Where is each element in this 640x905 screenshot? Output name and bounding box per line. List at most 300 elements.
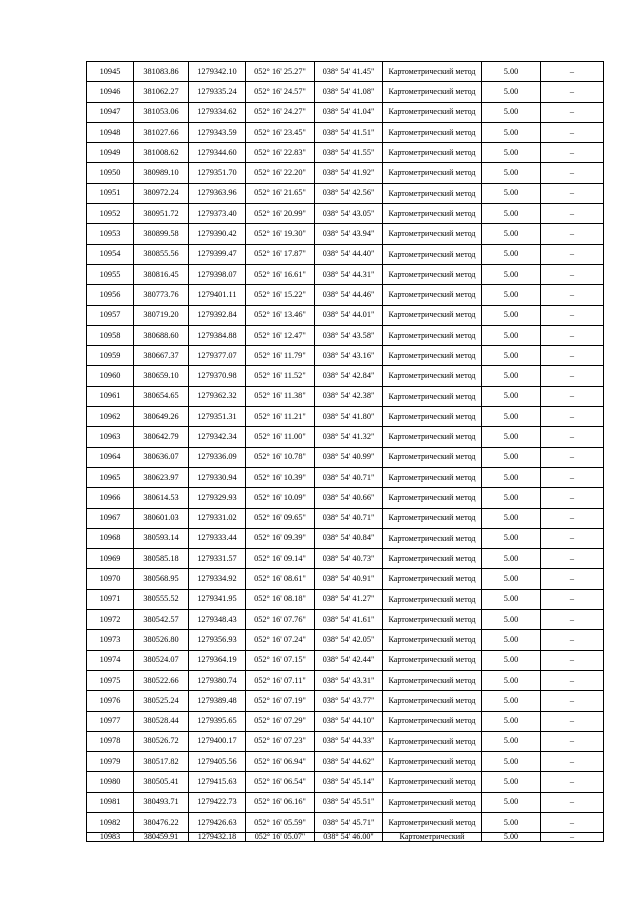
note-cell: – <box>541 224 604 244</box>
precision-cell: 5.00 <box>482 569 541 589</box>
note-cell: – <box>541 812 604 832</box>
latitude-cell: 052° 16' 07.19" <box>246 691 315 711</box>
point-number-cell: 10945 <box>87 62 134 82</box>
x-coordinate-cell: 380654.65 <box>134 386 189 406</box>
precision-cell: 5.00 <box>482 630 541 650</box>
longitude-cell: 038° 54' 44.40" <box>315 244 383 264</box>
table-row <box>87 731 604 751</box>
note-cell: – <box>541 407 604 427</box>
precision-cell: 5.00 <box>482 305 541 325</box>
precision-cell: 5.00 <box>482 366 541 386</box>
note-cell: – <box>541 264 604 284</box>
longitude-cell: 038° 54' 43.58" <box>315 325 383 345</box>
longitude-cell: 038° 54' 41.08" <box>315 82 383 102</box>
latitude-cell: 052° 16' 11.00" <box>246 427 315 447</box>
table-row <box>87 122 604 142</box>
longitude-cell: 038° 54' 43.31" <box>315 670 383 690</box>
note-cell: – <box>541 82 604 102</box>
note-cell: – <box>541 467 604 487</box>
method-cell: Картометрический метод <box>383 711 482 731</box>
point-number-cell: 10978 <box>87 731 134 751</box>
table-row <box>87 183 604 203</box>
note-cell: – <box>541 711 604 731</box>
longitude-cell: 038° 54' 40.73" <box>315 549 383 569</box>
method-cell: Картометрический метод <box>383 82 482 102</box>
table-row <box>87 447 604 467</box>
y-coordinate-cell: 1279401.11 <box>189 285 246 305</box>
table-row <box>87 467 604 487</box>
x-coordinate-cell: 380636.07 <box>134 447 189 467</box>
method-cell: Картометрический метод <box>383 731 482 751</box>
method-cell: Картометрический метод <box>383 630 482 650</box>
latitude-cell: 052° 16' 10.78" <box>246 447 315 467</box>
method-cell: Картометрический метод <box>383 407 482 427</box>
method-cell: Картометрический метод <box>383 610 482 630</box>
y-coordinate-cell: 1279356.93 <box>189 630 246 650</box>
x-coordinate-cell: 380688.60 <box>134 325 189 345</box>
y-coordinate-cell: 1279333.44 <box>189 528 246 548</box>
latitude-cell: 052° 16' 08.18" <box>246 589 315 609</box>
point-number-cell: 10968 <box>87 528 134 548</box>
y-coordinate-cell: 1279331.57 <box>189 549 246 569</box>
table-row <box>87 386 604 406</box>
method-cell: Картометрический метод <box>383 650 482 670</box>
table-row <box>87 691 604 711</box>
latitude-cell: 052° 16' 07.24" <box>246 630 315 650</box>
y-coordinate-cell: 1279389.48 <box>189 691 246 711</box>
y-coordinate-cell: 1279351.31 <box>189 407 246 427</box>
y-coordinate-cell: 1279399.47 <box>189 244 246 264</box>
y-coordinate-cell: 1279426.63 <box>189 812 246 832</box>
point-number-cell: 10948 <box>87 122 134 142</box>
latitude-cell: 052° 16' 09.39" <box>246 528 315 548</box>
point-number-cell: 10960 <box>87 366 134 386</box>
precision-cell: 5.00 <box>482 122 541 142</box>
x-coordinate-cell: 380659.10 <box>134 366 189 386</box>
precision-cell: 5.00 <box>482 244 541 264</box>
y-coordinate-cell: 1279422.73 <box>189 792 246 812</box>
x-coordinate-cell: 380542.57 <box>134 610 189 630</box>
precision-cell: 5.00 <box>482 812 541 832</box>
longitude-cell: 038° 54' 43.94" <box>315 224 383 244</box>
latitude-cell: 052° 16' 23.45" <box>246 122 315 142</box>
note-cell: – <box>541 427 604 447</box>
latitude-cell: 052° 16' 11.52" <box>246 366 315 386</box>
table-row <box>87 224 604 244</box>
precision-cell: 5.00 <box>482 528 541 548</box>
longitude-cell: 038° 54' 41.61" <box>315 610 383 630</box>
note-cell: – <box>541 244 604 264</box>
y-coordinate-cell: 1279334.62 <box>189 102 246 122</box>
x-coordinate-cell: 380493.71 <box>134 792 189 812</box>
method-cell: Картометрический метод <box>383 122 482 142</box>
x-coordinate-cell: 380522.66 <box>134 670 189 690</box>
note-cell: – <box>541 386 604 406</box>
table-row <box>87 650 604 670</box>
longitude-cell: 038° 54' 42.38" <box>315 386 383 406</box>
note-cell: – <box>541 305 604 325</box>
method-cell: Картометрический метод <box>383 305 482 325</box>
longitude-cell: 038° 54' 44.46" <box>315 285 383 305</box>
method-cell: Картометрический метод <box>383 812 482 832</box>
y-coordinate-cell: 1279334.92 <box>189 569 246 589</box>
point-number-cell: 10972 <box>87 610 134 630</box>
latitude-cell: 052° 16' 07.11" <box>246 670 315 690</box>
y-coordinate-cell: 1279343.59 <box>189 122 246 142</box>
table-row <box>87 102 604 122</box>
latitude-cell: 052° 16' 07.29" <box>246 711 315 731</box>
precision-cell: 5.00 <box>482 183 541 203</box>
latitude-cell: 052° 16' 20.99" <box>246 204 315 224</box>
latitude-cell: 052° 16' 11.38" <box>246 386 315 406</box>
method-cell: Картометрический метод <box>383 772 482 792</box>
table-row <box>87 833 604 842</box>
method-cell: Картометрический метод <box>383 183 482 203</box>
method-cell: Картометрический метод <box>383 528 482 548</box>
longitude-cell: 038° 54' 41.27" <box>315 589 383 609</box>
latitude-cell: 052° 16' 11.21" <box>246 407 315 427</box>
point-number-cell: 10955 <box>87 264 134 284</box>
point-number-cell: 10954 <box>87 244 134 264</box>
latitude-cell: 052° 16' 10.39" <box>246 467 315 487</box>
y-coordinate-cell: 1279380.74 <box>189 670 246 690</box>
y-coordinate-cell: 1279373.40 <box>189 204 246 224</box>
x-coordinate-cell: 380526.72 <box>134 731 189 751</box>
note-cell: – <box>541 62 604 82</box>
note-cell: – <box>541 508 604 528</box>
note-cell: – <box>541 549 604 569</box>
note-cell: – <box>541 204 604 224</box>
latitude-cell: 052° 16' 07.76" <box>246 610 315 630</box>
note-cell: – <box>541 833 604 842</box>
precision-cell: 5.00 <box>482 82 541 102</box>
note-cell: – <box>541 366 604 386</box>
latitude-cell: 052° 16' 06.54" <box>246 772 315 792</box>
y-coordinate-cell: 1279336.09 <box>189 447 246 467</box>
table-body <box>87 62 604 842</box>
x-coordinate-cell: 381008.62 <box>134 143 189 163</box>
precision-cell: 5.00 <box>482 711 541 731</box>
point-number-cell: 10961 <box>87 386 134 406</box>
x-coordinate-cell: 380524.07 <box>134 650 189 670</box>
table-row <box>87 82 604 102</box>
longitude-cell: 038° 54' 41.92" <box>315 163 383 183</box>
point-number-cell: 10975 <box>87 670 134 690</box>
note-cell: – <box>541 488 604 508</box>
longitude-cell: 038° 54' 42.56" <box>315 183 383 203</box>
x-coordinate-cell: 381053.06 <box>134 102 189 122</box>
longitude-cell: 038° 54' 41.55" <box>315 143 383 163</box>
latitude-cell: 052° 16' 05.59" <box>246 812 315 832</box>
point-number-cell: 10953 <box>87 224 134 244</box>
x-coordinate-cell: 380667.37 <box>134 346 189 366</box>
note-cell: – <box>541 610 604 630</box>
x-coordinate-cell: 380899.58 <box>134 224 189 244</box>
longitude-cell: 038° 54' 41.04" <box>315 102 383 122</box>
x-coordinate-cell: 380649.26 <box>134 407 189 427</box>
longitude-cell: 038° 54' 40.71" <box>315 508 383 528</box>
latitude-cell: 052° 16' 24.27" <box>246 102 315 122</box>
precision-cell: 5.00 <box>482 102 541 122</box>
precision-cell: 5.00 <box>482 325 541 345</box>
precision-cell: 5.00 <box>482 610 541 630</box>
point-number-cell: 10982 <box>87 812 134 832</box>
longitude-cell: 038° 54' 44.33" <box>315 731 383 751</box>
table-row <box>87 549 604 569</box>
point-number-cell: 10949 <box>87 143 134 163</box>
longitude-cell: 038° 54' 44.62" <box>315 752 383 772</box>
point-number-cell: 10974 <box>87 650 134 670</box>
latitude-cell: 052° 16' 12.47" <box>246 325 315 345</box>
y-coordinate-cell: 1279415.63 <box>189 772 246 792</box>
method-cell: Картометрический метод <box>383 366 482 386</box>
method-cell: Картометрический метод <box>383 752 482 772</box>
precision-cell: 5.00 <box>482 792 541 812</box>
x-coordinate-cell: 380972.24 <box>134 183 189 203</box>
latitude-cell: 052° 16' 11.79" <box>246 346 315 366</box>
table-row <box>87 792 604 812</box>
point-number-cell: 10950 <box>87 163 134 183</box>
method-cell: Картометрический метод <box>383 386 482 406</box>
x-coordinate-cell: 380623.97 <box>134 467 189 487</box>
y-coordinate-cell: 1279384.88 <box>189 325 246 345</box>
y-coordinate-cell: 1279344.60 <box>189 143 246 163</box>
precision-cell: 5.00 <box>482 549 541 569</box>
longitude-cell: 038° 54' 40.71" <box>315 467 383 487</box>
x-coordinate-cell: 380505.41 <box>134 772 189 792</box>
note-cell: – <box>541 752 604 772</box>
table-row <box>87 305 604 325</box>
table-row <box>87 772 604 792</box>
table-row <box>87 528 604 548</box>
longitude-cell: 038° 54' 45.71" <box>315 812 383 832</box>
x-coordinate-cell: 380585.18 <box>134 549 189 569</box>
method-cell: Картометрический метод <box>383 204 482 224</box>
latitude-cell: 052° 16' 13.46" <box>246 305 315 325</box>
longitude-cell: 038° 54' 45.51" <box>315 792 383 812</box>
y-coordinate-cell: 1279335.24 <box>189 82 246 102</box>
x-coordinate-cell: 380855.56 <box>134 244 189 264</box>
x-coordinate-cell: 380528.44 <box>134 711 189 731</box>
x-coordinate-cell: 380951.72 <box>134 204 189 224</box>
method-cell: Картометрический метод <box>383 427 482 447</box>
table-row <box>87 346 604 366</box>
precision-cell: 5.00 <box>482 264 541 284</box>
x-coordinate-cell: 380525.24 <box>134 691 189 711</box>
y-coordinate-cell: 1279351.70 <box>189 163 246 183</box>
precision-cell: 5.00 <box>482 62 541 82</box>
y-coordinate-cell: 1279400.17 <box>189 731 246 751</box>
point-number-cell: 10983 <box>87 833 134 842</box>
longitude-cell: 038° 54' 42.44" <box>315 650 383 670</box>
point-number-cell: 10969 <box>87 549 134 569</box>
table-row <box>87 589 604 609</box>
y-coordinate-cell: 1279364.19 <box>189 650 246 670</box>
point-number-cell: 10976 <box>87 691 134 711</box>
precision-cell: 5.00 <box>482 143 541 163</box>
table-row <box>87 630 604 650</box>
point-number-cell: 10951 <box>87 183 134 203</box>
note-cell: – <box>541 285 604 305</box>
y-coordinate-cell: 1279330.94 <box>189 467 246 487</box>
table-row <box>87 427 604 447</box>
precision-cell: 5.00 <box>482 386 541 406</box>
latitude-cell: 052° 16' 19.30" <box>246 224 315 244</box>
method-cell: Картометрический метод <box>383 325 482 345</box>
method-cell: Картометрический метод <box>383 62 482 82</box>
note-cell: – <box>541 102 604 122</box>
method-cell: Картометрический метод <box>383 447 482 467</box>
point-number-cell: 10981 <box>87 792 134 812</box>
x-coordinate-cell: 381062.27 <box>134 82 189 102</box>
method-cell: Картометрический метод <box>383 143 482 163</box>
table-row <box>87 711 604 731</box>
longitude-cell: 038° 54' 42.05" <box>315 630 383 650</box>
precision-cell: 5.00 <box>482 670 541 690</box>
point-number-cell: 10946 <box>87 82 134 102</box>
longitude-cell: 038° 54' 43.05" <box>315 204 383 224</box>
x-coordinate-cell: 381083.86 <box>134 62 189 82</box>
latitude-cell: 052° 16' 22.20" <box>246 163 315 183</box>
note-cell: – <box>541 589 604 609</box>
method-cell: Картометрический метод <box>383 670 482 690</box>
method-cell: Картометрический метод <box>383 549 482 569</box>
y-coordinate-cell: 1279341.95 <box>189 589 246 609</box>
y-coordinate-cell: 1279363.96 <box>189 183 246 203</box>
table-row <box>87 204 604 224</box>
longitude-cell: 038° 54' 45.14" <box>315 772 383 792</box>
note-cell: – <box>541 731 604 751</box>
note-cell: – <box>541 122 604 142</box>
method-cell: Картометрический метод <box>383 792 482 812</box>
precision-cell: 5.00 <box>482 691 541 711</box>
latitude-cell: 052° 16' 06.94" <box>246 752 315 772</box>
x-coordinate-cell: 380568.95 <box>134 569 189 589</box>
latitude-cell: 052° 16' 17.87" <box>246 244 315 264</box>
point-number-cell: 10971 <box>87 589 134 609</box>
y-coordinate-cell: 1279390.42 <box>189 224 246 244</box>
note-cell: – <box>541 630 604 650</box>
table-row <box>87 366 604 386</box>
precision-cell: 5.00 <box>482 488 541 508</box>
x-coordinate-cell: 380773.76 <box>134 285 189 305</box>
y-coordinate-cell: 1279370.98 <box>189 366 246 386</box>
note-cell: – <box>541 670 604 690</box>
x-coordinate-cell: 380593.14 <box>134 528 189 548</box>
longitude-cell: 038° 54' 44.10" <box>315 711 383 731</box>
point-number-cell: 10956 <box>87 285 134 305</box>
method-cell: Картометрический метод <box>383 508 482 528</box>
precision-cell: 5.00 <box>482 508 541 528</box>
precision-cell: 5.00 <box>482 589 541 609</box>
y-coordinate-cell: 1279398.07 <box>189 264 246 284</box>
method-cell: Картометрический метод <box>383 244 482 264</box>
note-cell: – <box>541 569 604 589</box>
latitude-cell: 052° 16' 21.65" <box>246 183 315 203</box>
method-cell: Картометрический метод <box>383 691 482 711</box>
y-coordinate-cell: 1279392.84 <box>189 305 246 325</box>
table-row <box>87 812 604 832</box>
precision-cell: 5.00 <box>482 407 541 427</box>
y-coordinate-cell: 1279377.07 <box>189 346 246 366</box>
method-cell: Картометрический метод <box>383 285 482 305</box>
latitude-cell: 052° 16' 16.61" <box>246 264 315 284</box>
method-cell: Картометрический <box>383 833 482 842</box>
method-cell: Картометрический метод <box>383 569 482 589</box>
point-number-cell: 10959 <box>87 346 134 366</box>
y-coordinate-cell: 1279432.18 <box>189 833 246 842</box>
x-coordinate-cell: 380816.45 <box>134 264 189 284</box>
table-row <box>87 752 604 772</box>
latitude-cell: 052° 16' 22.83" <box>246 143 315 163</box>
point-number-cell: 10980 <box>87 772 134 792</box>
x-coordinate-cell: 380555.52 <box>134 589 189 609</box>
table-row <box>87 488 604 508</box>
point-number-cell: 10977 <box>87 711 134 731</box>
point-number-cell: 10962 <box>87 407 134 427</box>
latitude-cell: 052° 16' 07.15" <box>246 650 315 670</box>
x-coordinate-cell: 380517.82 <box>134 752 189 772</box>
point-number-cell: 10966 <box>87 488 134 508</box>
note-cell: – <box>541 447 604 467</box>
x-coordinate-cell: 380719.20 <box>134 305 189 325</box>
precision-cell: 5.00 <box>482 447 541 467</box>
precision-cell: 5.00 <box>482 427 541 447</box>
longitude-cell: 038° 54' 40.84" <box>315 528 383 548</box>
coordinates-table <box>86 61 604 842</box>
precision-cell: 5.00 <box>482 650 541 670</box>
x-coordinate-cell: 380989.10 <box>134 163 189 183</box>
latitude-cell: 052° 16' 15.22" <box>246 285 315 305</box>
point-number-cell: 10979 <box>87 752 134 772</box>
x-coordinate-cell: 380459.91 <box>134 833 189 842</box>
y-coordinate-cell: 1279362.32 <box>189 386 246 406</box>
point-number-cell: 10964 <box>87 447 134 467</box>
point-number-cell: 10965 <box>87 467 134 487</box>
y-coordinate-cell: 1279395.65 <box>189 711 246 731</box>
note-cell: – <box>541 650 604 670</box>
note-cell: – <box>541 691 604 711</box>
y-coordinate-cell: 1279342.10 <box>189 62 246 82</box>
latitude-cell: 052° 16' 08.61" <box>246 569 315 589</box>
latitude-cell: 052° 16' 06.16" <box>246 792 315 812</box>
method-cell: Картометрический метод <box>383 102 482 122</box>
y-coordinate-cell: 1279342.34 <box>189 427 246 447</box>
table-row <box>87 569 604 589</box>
table-row <box>87 244 604 264</box>
latitude-cell: 052° 16' 10.09" <box>246 488 315 508</box>
longitude-cell: 038° 54' 42.84" <box>315 366 383 386</box>
method-cell: Картометрический метод <box>383 224 482 244</box>
precision-cell: 5.00 <box>482 772 541 792</box>
table-row <box>87 407 604 427</box>
method-cell: Картометрический метод <box>383 264 482 284</box>
point-number-cell: 10973 <box>87 630 134 650</box>
longitude-cell: 038° 54' 40.66" <box>315 488 383 508</box>
longitude-cell: 038° 54' 40.99" <box>315 447 383 467</box>
note-cell: – <box>541 143 604 163</box>
longitude-cell: 038° 54' 41.80" <box>315 407 383 427</box>
y-coordinate-cell: 1279329.93 <box>189 488 246 508</box>
longitude-cell: 038° 54' 41.45" <box>315 62 383 82</box>
table-row <box>87 325 604 345</box>
table-row <box>87 62 604 82</box>
method-cell: Картометрический метод <box>383 346 482 366</box>
method-cell: Картометрический метод <box>383 589 482 609</box>
method-cell: Картометрический метод <box>383 163 482 183</box>
point-number-cell: 10957 <box>87 305 134 325</box>
table-row <box>87 285 604 305</box>
